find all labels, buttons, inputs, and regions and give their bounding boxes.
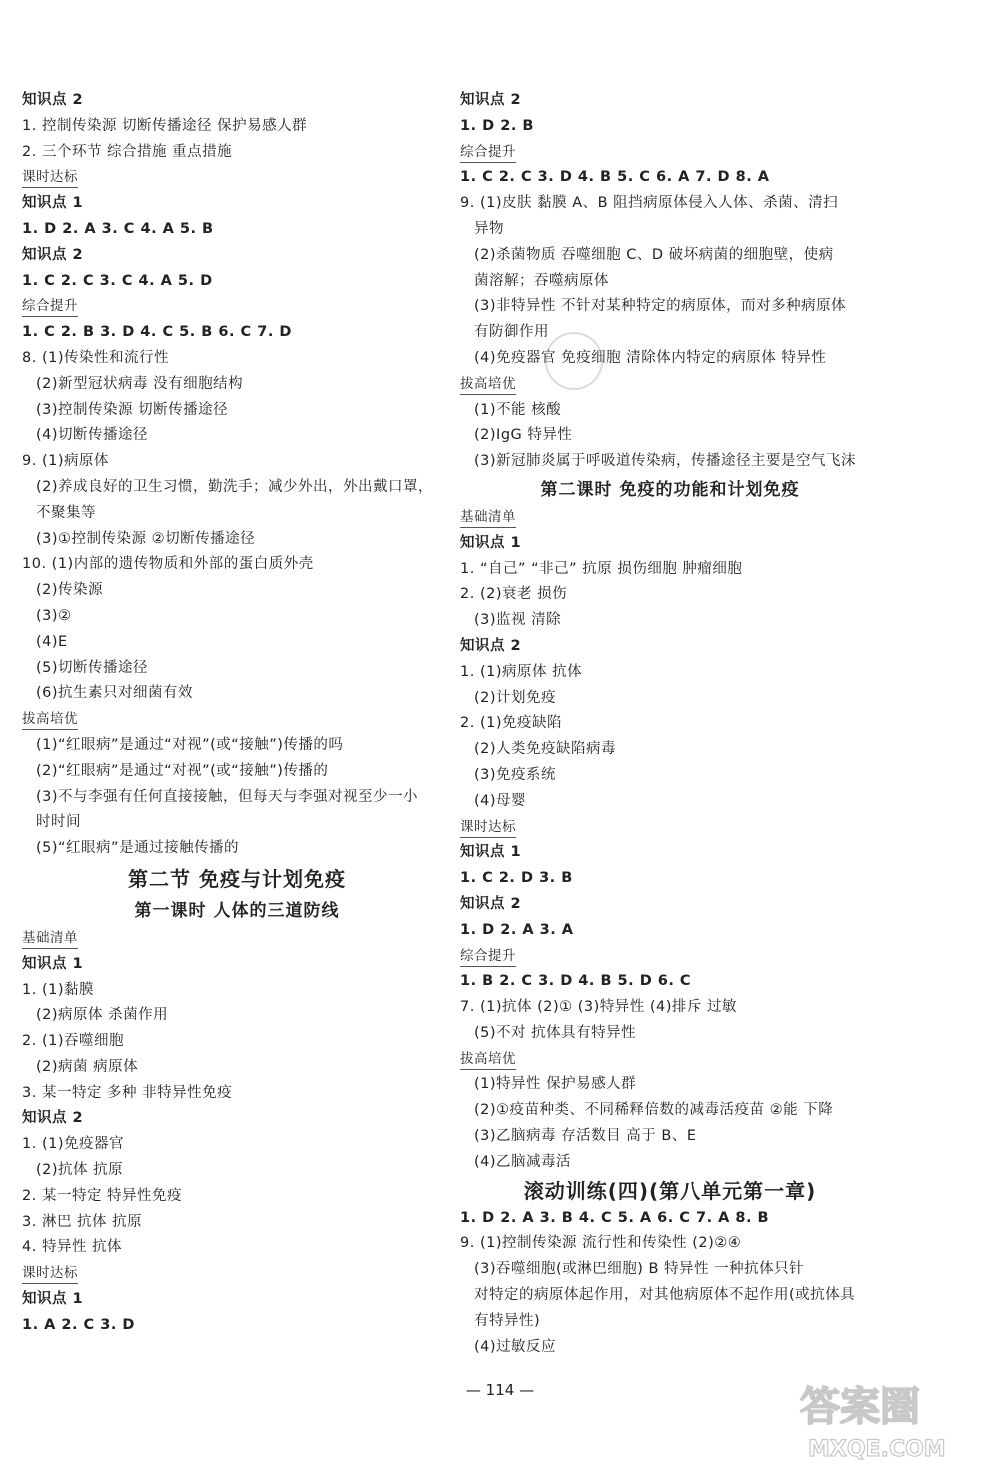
section-label bbox=[22, 1261, 452, 1287]
answer-line: (3)非特异性 不针对某种特定的病原体，而对多种病原体 bbox=[474, 298, 847, 315]
answer-line: 9. (1)控制传染源 流行性和传染性 (2)②④ bbox=[460, 1235, 742, 1252]
knowledge-point-line: 1. A 2. C 3. D bbox=[22, 1316, 135, 1333]
answer-line: 2. (1)免疫缺陷 bbox=[460, 715, 562, 732]
answer-line: 不聚集等 bbox=[36, 504, 96, 521]
section-label bbox=[460, 140, 880, 166]
answer-line: (2)计划免疫 bbox=[474, 689, 557, 706]
knowledge-point-line: 1. D 2. A 3. A bbox=[460, 921, 574, 938]
knowledge-point-line: 知识点 1 bbox=[22, 195, 84, 212]
answer-line: 7. (1)抗体 (2)① (3)特异性 (4)排斥 过敏 bbox=[460, 999, 738, 1016]
knowledge-point-line: 1. B 2. C 3. D 4. B 5. D 6. C bbox=[460, 973, 692, 990]
answer-line: (3)新冠肺炎属于呼吸道传染病，传播途径主要是空气飞沫 bbox=[474, 453, 857, 470]
answer-line: (2)人类免疫缺陷病毒 bbox=[474, 741, 617, 758]
section-label bbox=[460, 944, 880, 970]
knowledge-point-line: 1. C 2. D 3. B bbox=[460, 870, 573, 887]
answer-line: 1. (1)病原体 抗体 bbox=[460, 663, 583, 680]
right-column bbox=[460, 88, 880, 1360]
answer-line: 1. (1)黏膜 bbox=[22, 981, 94, 998]
knowledge-point-line: 知识点 2 bbox=[22, 246, 84, 263]
knowledge-point-line: 知识点 2 bbox=[22, 92, 84, 108]
stamp-mark bbox=[545, 332, 603, 390]
answer-line: (1)不能 核酸 bbox=[474, 401, 562, 418]
section-label-text: 基础清单 bbox=[460, 509, 516, 528]
answer-line: (1)特异性 保护易感人群 bbox=[474, 1076, 637, 1093]
answer-line: 10. (1)内部的遗传物质和外部的蛋白质外壳 bbox=[22, 556, 314, 573]
section-label bbox=[22, 165, 452, 191]
answer-line: 1. 控制传染源 切断传播途径 保护易感人群 bbox=[22, 117, 308, 134]
knowledge-point-line: 知识点 2 bbox=[460, 637, 522, 654]
knowledge-point-line: 1. D 2. A 3. B 4. C 5. A 6. C 7. A 8. B bbox=[460, 1209, 770, 1226]
answer-line: 9. (1)皮肤 黏膜 A、B 阻挡病原体侵入人体、杀菌、清扫 bbox=[460, 195, 839, 212]
answer-line: (6)抗生素只对细菌有效 bbox=[36, 685, 194, 702]
section-label bbox=[460, 505, 880, 531]
answer-line: 2. 某一特定 特异性免疫 bbox=[22, 1187, 183, 1204]
answer-line: (2)病菌 病原体 bbox=[36, 1058, 139, 1075]
section-label-text: 基础清单 bbox=[22, 930, 78, 949]
answer-line: (3)② bbox=[36, 607, 72, 624]
answer-line: 2. (2)衰老 损伤 bbox=[460, 586, 568, 603]
answer-line: 异物 bbox=[474, 220, 504, 237]
answer-line: (3)①控制传染源 ②切断传播途径 bbox=[36, 530, 256, 547]
answer-line: 2. 三个环节 综合措施 重点措施 bbox=[22, 143, 233, 160]
section-label-text: 课时达标 bbox=[22, 169, 78, 188]
answer-line: 1. (1)免疫器官 bbox=[22, 1136, 124, 1153]
answer-line: (3)不与李强有任何直接接触，但每天与李强对视至少一小 bbox=[36, 788, 419, 805]
answer-line: (4)免疫器官 免疫细胞 清除体内特定的病原体 特异性 bbox=[474, 349, 827, 366]
section-label bbox=[460, 815, 880, 841]
knowledge-point-line: 知识点 1 bbox=[460, 844, 522, 861]
answer-line: (3)控制传染源 切断传播途径 bbox=[36, 401, 229, 418]
section-label-text: 综合提升 bbox=[22, 298, 78, 317]
section-label-text: 拔高培优 bbox=[22, 711, 78, 730]
knowledge-point-line: 知识点 1 bbox=[460, 534, 522, 551]
answer-line: (5)切断传播途径 bbox=[36, 659, 149, 676]
knowledge-point-line: 知识点 1 bbox=[22, 955, 84, 972]
watermark-logo bbox=[790, 1372, 990, 1462]
knowledge-point-line: 知识点 2 bbox=[22, 1110, 84, 1127]
answer-line: (3)监视 清除 bbox=[474, 612, 562, 629]
answer-line: (3)乙脑病毒 存活数目 高于 B、E bbox=[474, 1128, 697, 1145]
section-label-text: 课时达标 bbox=[460, 819, 516, 838]
answer-line: (4)过敏反应 bbox=[474, 1338, 557, 1355]
answer-line: (4)乙脑减毒活 bbox=[474, 1153, 572, 1170]
left-column bbox=[22, 88, 452, 1339]
knowledge-point-line: 知识点 2 bbox=[460, 895, 522, 912]
answer-line: 时时间 bbox=[36, 814, 81, 831]
knowledge-point-line: 1. C 2. C 3. D 4. B 5. C 6. A 7. D 8. A bbox=[460, 169, 770, 186]
section-label-text: 综合提升 bbox=[460, 144, 516, 163]
section-label-text: 拔高培优 bbox=[460, 1051, 516, 1070]
answer-line: (5)“红眼病”是通过接触传播的 bbox=[36, 840, 240, 857]
answer-line: (2)病原体 杀菌作用 bbox=[36, 1007, 169, 1024]
answer-line: 8. (1)传染性和流行性 bbox=[22, 349, 169, 366]
answer-line: 9. (1)病原体 bbox=[22, 453, 109, 470]
knowledge-point-line: 1. C 2. C 3. C 4. A 5. D bbox=[22, 272, 213, 289]
answer-line: 3. 某一特定 多种 非特异性免疫 bbox=[22, 1084, 233, 1101]
section-label-text: 综合提升 bbox=[460, 948, 516, 967]
answer-line: (2)传染源 bbox=[36, 582, 104, 599]
watermark-main: 答案圈 bbox=[800, 1384, 920, 1430]
answer-line: (5)不对 抗体具有特异性 bbox=[474, 1024, 637, 1041]
answer-line: (2)IgG 特异性 bbox=[474, 427, 573, 444]
answer-line: 菌溶解；吞噬病原体 bbox=[474, 272, 609, 289]
answer-line: (4)切断传播途径 bbox=[36, 427, 149, 444]
answer-line: (2)“红眼病”是通过“对视”(或“接触”)传播的 bbox=[36, 762, 329, 779]
answer-line: 有特异性) bbox=[474, 1312, 541, 1329]
answer-line: 4. 特异性 抗体 bbox=[22, 1239, 123, 1256]
answer-line: (2)①疫苗种类、不同稀释倍数的减毒活疫苗 ②能 下降 bbox=[474, 1102, 834, 1119]
section-heading: 第二节 免疫与计划免疫 bbox=[128, 866, 346, 891]
section-label bbox=[22, 294, 452, 320]
knowledge-point-line: 知识点 2 bbox=[460, 92, 522, 108]
answer-line: 有防御作用 bbox=[474, 324, 549, 341]
knowledge-point-line: 1. D 2. A 3. C 4. A 5. B bbox=[22, 220, 214, 237]
section-label bbox=[22, 926, 452, 952]
answer-line: (2)抗体 抗原 bbox=[36, 1162, 124, 1179]
answer-line: (2)新型冠状病毒 没有细胞结构 bbox=[36, 375, 244, 392]
answer-line: 2. (1)吞噬细胞 bbox=[22, 1033, 124, 1050]
answer-line: 对特定的病原体起作用，对其他病原体不起作用(或抗体具 bbox=[474, 1287, 856, 1304]
page-number: — 114 — bbox=[465, 1381, 535, 1399]
answer-line: (3)吞噬细胞(或淋巴细胞) B 特异性 一种抗体只针 bbox=[474, 1261, 805, 1278]
answer-line: (3)免疫系统 bbox=[474, 766, 557, 783]
unit-heading: 滚动训练(四)(第八单元第一章) bbox=[523, 1178, 817, 1203]
section-label bbox=[460, 1047, 880, 1073]
answer-line: 3. 淋巴 抗体 抗原 bbox=[22, 1213, 143, 1230]
section-label bbox=[460, 372, 880, 398]
answer-line: (1)“红眼病”是通过“对视”(或“接触”)传播的吗 bbox=[36, 736, 344, 753]
knowledge-point-line: 1. D 2. B bbox=[460, 117, 534, 134]
answer-line: (2)杀菌物质 吞噬细胞 C、D 破坏病菌的细胞壁，使病 bbox=[474, 246, 834, 263]
watermark-url: MXQE.COM bbox=[808, 1437, 946, 1462]
section-label-text: 课时达标 bbox=[22, 1265, 78, 1284]
answer-line: (4)母婴 bbox=[474, 792, 527, 809]
knowledge-point-line: 知识点 1 bbox=[22, 1291, 84, 1308]
section-label bbox=[22, 707, 452, 733]
answer-line: 1. “自己” “非己” 抗原 损伤细胞 肿瘤细胞 bbox=[460, 560, 743, 577]
answer-line: (2)养成良好的卫生习惯，勤洗手；减少外出，外出戴口罩， bbox=[36, 478, 434, 495]
knowledge-point-line: 1. C 2. B 3. D 4. C 5. B 6. C 7. D bbox=[22, 324, 292, 341]
lesson-heading: 第二课时 免疫的功能和计划免疫 bbox=[540, 479, 800, 500]
lesson-heading: 第一课时 人体的三道防线 bbox=[134, 900, 340, 921]
section-label-text: 拔高培优 bbox=[460, 376, 516, 395]
answer-line: (4)E bbox=[36, 633, 68, 650]
